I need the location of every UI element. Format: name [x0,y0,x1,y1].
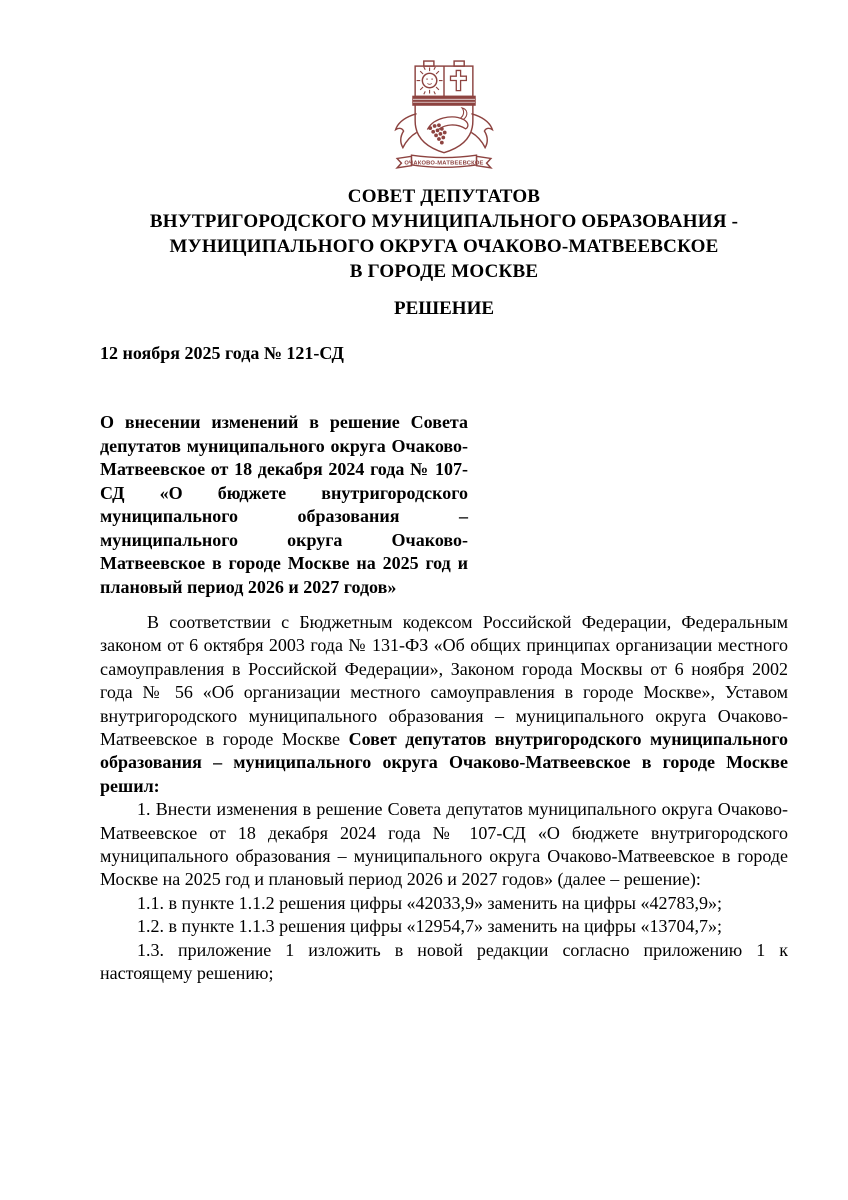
emblem-banner-text: ОЧАКОВО-МАТВЕЕВСКОЕ [404,160,484,167]
emblem-left-ribbon [396,114,417,148]
subject-paragraph: О внесении изменений в решение Совета депутатов муниципального округа Очаково-Матвеевское от 18 декабря 2024 года № 107-СД «О бюджете внутригородского муниципального образования – муниципального округа Очаково-Матвеевское в городе Москве на 2025 год и плановый период 2026 и 2027 годов» [100,412,468,597]
coat-of-arms [100,56,788,172]
intro-text: В соответствии с Бюджетным кодексом Российской Федерации, Федеральным законом от 6 октября 2003 года № 131-ФЗ «Об общих принципах организации местного самоуправления в Российской Федерации», Законом города Москвы от 6 ноября 2002 года № 56 «Об организации местного самоуправления в городе Москве», Уставом внутригородского муниципального образования – муниципального округа Очаково-Матвеевское в городе Москве [100,612,788,750]
item-1-2: 1.2. в пункте 1.1.3 решения цифры «12954,7» заменить на цифры «13704,7»; [137,916,722,937]
coat-of-arms-emblem [382,56,506,170]
org-name-line-3: МУНИЦИПАЛЬНОГО ОКРУГА ОЧАКОВО-МАТВЕЕВСКОЕ [169,236,719,257]
item-1-1: 1.1. в пункте 1.1.2 решения цифры «42033,9» заменить на цифры «42783,9»; [137,892,722,913]
item-1: 1. Внести изменения в решение Совета депутатов муниципального округа Очаково-Матвеевское от 18 декабря 2024 года № 107-СД «О бюджете внутригородского муниципального образования – муниципального округа Очаково-Матвеевское в городе Москве на 2025 год и плановый период 2026 и 2027 годов» (далее – решение): [100,799,788,890]
emblem-right-ribbon [471,114,492,148]
cross-icon [450,70,466,90]
org-name-header [100,184,788,284]
intro-resolved-clause: Совет депутатов внутригородского муниципального образования – муниципального округа Очаково-Матвеевское в городе Москве решил: [100,729,789,796]
org-name-line-1: СОВЕТ ДЕПУТАТОВ [347,186,541,207]
emblem-shield-base [415,105,473,153]
document-body [100,611,788,986]
cornucopia-icon [427,108,467,145]
sun-icon [417,67,443,94]
item-1-3: 1.3. приложение 1 изложить в новой редакции согласно приложению 1 к настоящему решению; [100,939,788,984]
org-name-line-4: В ГОРОДЕ МОСКВЕ [349,261,539,282]
intro-paragraph [100,611,788,798]
doc-type-title: РЕШЕНИЕ [393,298,495,319]
org-name-line-2: ВНУТРИГОРОДСКОГО МУНИЦИПАЛЬНОГО ОБРАЗОВАНИЯ - [149,211,739,232]
doc-date-number: 12 ноября 2025 года № 121-СД [100,343,344,363]
